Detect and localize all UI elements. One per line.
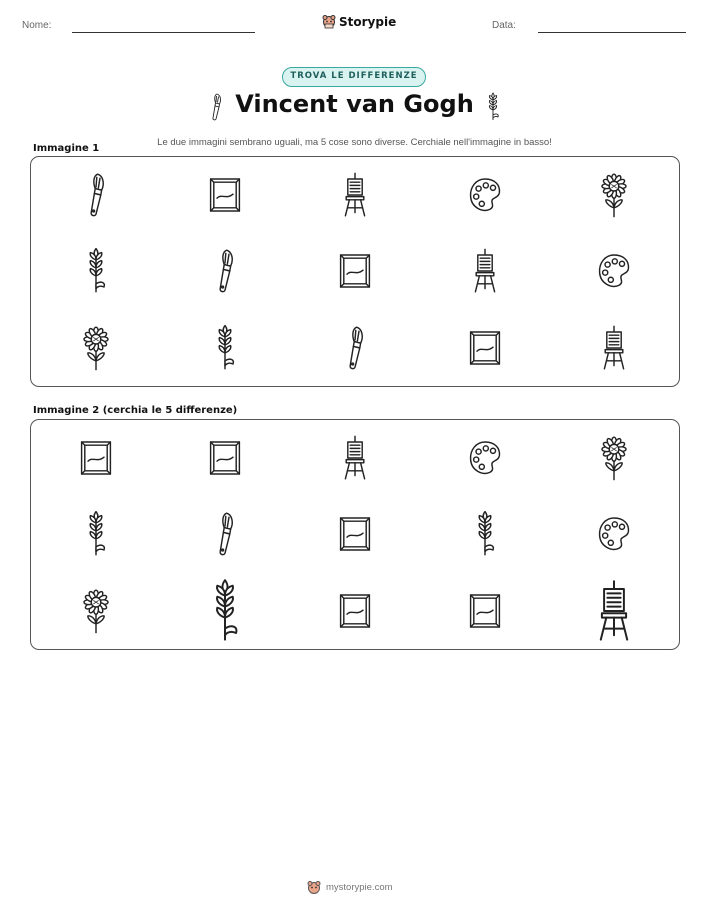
palette-icon: [598, 510, 630, 558]
palette-icon: [469, 434, 501, 482]
activity-badge: TROVA LE DIFFERENZE: [282, 67, 426, 87]
frame-icon: [80, 434, 112, 482]
brand-name: Storypie: [339, 14, 397, 29]
paintbrush-icon: [209, 510, 241, 558]
image2-label: Immagine 2 (cerchia le 5 differenze): [33, 405, 238, 416]
palette-icon: [469, 171, 501, 219]
image2-cell-3-3[interactable]: [290, 573, 420, 649]
image2-cell-2-4[interactable]: [420, 496, 550, 572]
image1-cell-2-3: [290, 233, 420, 309]
image1-cell-1-5: [549, 157, 679, 233]
wheat-icon: [80, 247, 112, 295]
brand-logo: [322, 14, 396, 29]
paintbrush-icon: [339, 324, 371, 372]
wheat-icon: [483, 92, 503, 126]
frame-icon: [469, 587, 501, 635]
image1-cell-2-1: [31, 233, 161, 309]
wheat-icon: [80, 510, 112, 558]
sunflower-icon: [80, 587, 112, 635]
frame-icon: [339, 510, 371, 558]
sunflower-icon: [80, 324, 112, 372]
sunflower-icon: [598, 434, 630, 482]
image2-cell-2-1[interactable]: [31, 496, 161, 572]
image1-cell-2-5: [549, 233, 679, 309]
image1-cell-1-4: [420, 157, 550, 233]
image1-cell-3-5: [549, 310, 679, 386]
image1-cell-2-2: [161, 233, 291, 309]
image2-cell-1-4[interactable]: [420, 420, 550, 496]
image2-cell-3-4[interactable]: [420, 573, 550, 649]
image2-cell-1-2[interactable]: [161, 420, 291, 496]
image1-cell-3-3: [290, 310, 420, 386]
wheat-icon: [203, 578, 247, 644]
page-title: Vincent van Gogh: [235, 90, 474, 118]
storypie-mascot-icon: [322, 14, 336, 29]
paintbrush-icon: [80, 171, 112, 219]
image1-panel: [30, 156, 680, 387]
instructions: Le due immagini sembrano uguali, ma 5 cose sono diverse. Cerchiale nell'immagine in basso!: [157, 136, 552, 148]
frame-icon: [339, 247, 371, 295]
image1-cell-1-2: [161, 157, 291, 233]
palette-icon: [598, 247, 630, 295]
easel-icon: [592, 578, 636, 644]
paintbrush-icon: [209, 247, 241, 295]
image2-cell-3-5[interactable]: [549, 573, 679, 649]
easel-icon: [339, 434, 371, 482]
footer-url: mystorypie.com: [326, 882, 393, 893]
image2-cell-3-1[interactable]: [31, 573, 161, 649]
image1-cell-3-1: [31, 310, 161, 386]
image2-cell-1-1[interactable]: [31, 420, 161, 496]
name-field[interactable]: [72, 32, 255, 33]
image2-cell-2-5[interactable]: [549, 496, 679, 572]
wheat-icon: [209, 324, 241, 372]
frame-icon: [339, 587, 371, 635]
frame-icon: [209, 171, 241, 219]
image1-cell-3-2: [161, 310, 291, 386]
frame-icon: [469, 324, 501, 372]
image2-cell-1-5[interactable]: [549, 420, 679, 496]
easel-icon: [339, 171, 371, 219]
image2-panel[interactable]: [30, 419, 680, 650]
easel-icon: [469, 247, 501, 295]
sunflower-icon: [598, 171, 630, 219]
image2-cell-2-3[interactable]: [290, 496, 420, 572]
image2-cell-2-2[interactable]: [161, 496, 291, 572]
image2-grid[interactable]: [31, 420, 679, 649]
image1-label: Immagine 1: [33, 143, 100, 154]
image1-cell-2-4: [420, 233, 550, 309]
frame-icon: [209, 434, 241, 482]
image2-cell-1-3[interactable]: [290, 420, 420, 496]
image2-cell-3-2[interactable]: [161, 573, 291, 649]
name-label: Nome:: [22, 20, 52, 31]
image1-cell-3-4: [420, 310, 550, 386]
footer: [307, 880, 393, 895]
easel-icon: [598, 324, 630, 372]
image1-cell-1-1: [31, 157, 161, 233]
wheat-icon: [469, 510, 501, 558]
storypie-mascot-icon: [307, 880, 321, 895]
image1-grid: [31, 157, 679, 386]
date-label: Data:: [492, 20, 516, 31]
date-field[interactable]: [538, 32, 686, 33]
image1-cell-1-3: [290, 157, 420, 233]
